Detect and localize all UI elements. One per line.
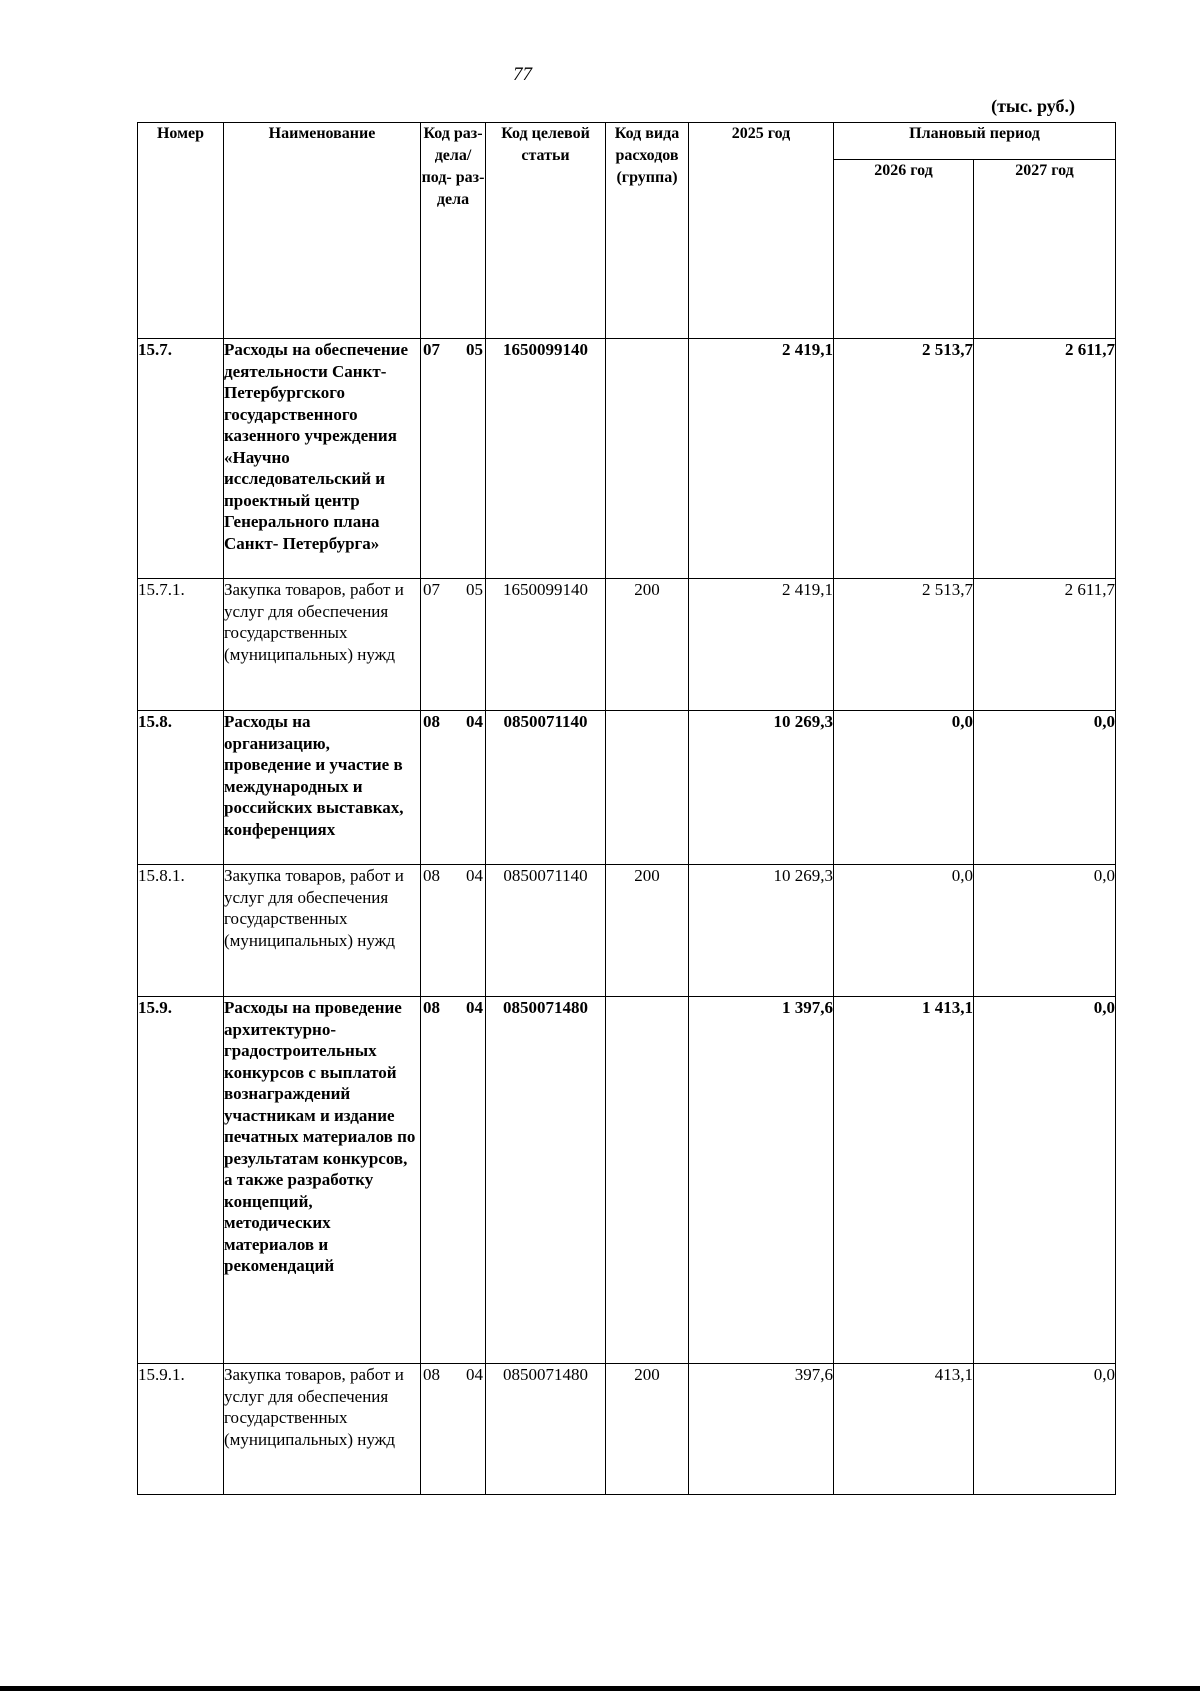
row-number: 15.8.1. xyxy=(138,865,224,997)
row-value-2026: 2 513,7 xyxy=(834,339,974,579)
row-section: 07 xyxy=(423,340,440,359)
row-target-code: 0850071140 xyxy=(486,711,606,865)
row-value-2027: 0,0 xyxy=(974,997,1116,1364)
scan-edge-line xyxy=(0,1686,1200,1691)
row-expense-group xyxy=(606,997,689,1364)
row-value-2026: 1 413,1 xyxy=(834,997,974,1364)
row-target-code: 0850071140 xyxy=(486,865,606,997)
row-subsection: 04 xyxy=(466,866,483,885)
table-row xyxy=(138,865,1116,997)
header-year-2026: 2026 год xyxy=(834,160,974,339)
row-value-2025: 1 397,6 xyxy=(689,997,834,1364)
row-expense-group: 200 xyxy=(606,579,689,711)
row-subsection: 04 xyxy=(466,1365,483,1384)
row-number: 15.7.1. xyxy=(138,579,224,711)
units-label: (тыс. руб.) xyxy=(991,96,1075,116)
row-section-code xyxy=(421,711,486,865)
row-number: 15.9. xyxy=(138,997,224,1364)
row-section: 08 xyxy=(423,866,440,885)
row-value-2025: 2 419,1 xyxy=(689,579,834,711)
row-value-2026: 0,0 xyxy=(834,711,974,865)
row-section: 08 xyxy=(423,712,440,731)
header-expense-type: Код вида расходов (группа) xyxy=(606,123,689,339)
row-section: 08 xyxy=(423,998,440,1017)
page-number: 77 xyxy=(513,64,532,85)
row-value-2027: 2 611,7 xyxy=(974,339,1116,579)
row-section-code xyxy=(421,579,486,711)
row-subsection: 04 xyxy=(466,712,483,731)
row-name: Закупка товаров, работ и услуг для обеспечения государственных (муниципальных) нужд xyxy=(224,1364,421,1495)
header-target-code: Код целевой статьи xyxy=(486,123,606,339)
row-section-code xyxy=(421,865,486,997)
row-value-2027: 2 611,7 xyxy=(974,579,1116,711)
header-name: Наименование xyxy=(224,123,421,339)
row-section-code xyxy=(421,339,486,579)
row-value-2025: 10 269,3 xyxy=(689,865,834,997)
table-row xyxy=(138,997,1116,1364)
row-section-code xyxy=(421,1364,486,1495)
row-value-2027: 0,0 xyxy=(974,711,1116,865)
row-value-2027: 0,0 xyxy=(974,1364,1116,1495)
row-target-code: 1650099140 xyxy=(486,579,606,711)
header-year-2025: 2025 год xyxy=(689,123,834,339)
table-row xyxy=(138,579,1116,711)
header-number: Номер xyxy=(138,123,224,339)
header-row-top xyxy=(138,123,1116,160)
row-value-2027: 0,0 xyxy=(974,865,1116,997)
row-section: 07 xyxy=(423,580,440,599)
header-section-code: Код раз- дела/ под- раз- дела xyxy=(421,123,486,339)
row-subsection: 05 xyxy=(466,340,483,359)
row-target-code: 0850071480 xyxy=(486,997,606,1364)
row-value-2026: 0,0 xyxy=(834,865,974,997)
row-name: Расходы на обеспечение деятельности Санкт-Петербургского государственного казенного учреждения «Научно исследовательский и проектный центр Генерального плана Санкт- Петербурга» xyxy=(224,339,421,579)
row-value-2025: 2 419,1 xyxy=(689,339,834,579)
row-number: 15.9.1. xyxy=(138,1364,224,1495)
row-section: 08 xyxy=(423,1365,440,1384)
row-value-2026: 2 513,7 xyxy=(834,579,974,711)
row-subsection: 04 xyxy=(466,998,483,1017)
row-number: 15.8. xyxy=(138,711,224,865)
row-value-2026: 413,1 xyxy=(834,1364,974,1495)
table-row xyxy=(138,711,1116,865)
row-value-2025: 10 269,3 xyxy=(689,711,834,865)
row-name: Расходы на проведение архитектурно-градостроительных конкурсов с выплатой вознаграждений участникам и издание печатных материалов по результатам конкурсов, а также разработку концепций, методических материалов и рекомендаций xyxy=(224,997,421,1364)
table-row xyxy=(138,1364,1116,1495)
row-expense-group: 200 xyxy=(606,1364,689,1495)
budget-table xyxy=(137,122,1116,1495)
row-name: Закупка товаров, работ и услуг для обеспечения государственных (муниципальных) нужд xyxy=(224,579,421,711)
row-number: 15.7. xyxy=(138,339,224,579)
row-name: Расходы на организацию, проведение и участие в международных и российских выставках, конференциях xyxy=(224,711,421,865)
row-expense-group xyxy=(606,339,689,579)
row-section-code xyxy=(421,997,486,1364)
table-row xyxy=(138,339,1116,579)
row-subsection: 05 xyxy=(466,580,483,599)
row-name: Закупка товаров, работ и услуг для обеспечения государственных (муниципальных) нужд xyxy=(224,865,421,997)
row-expense-group xyxy=(606,711,689,865)
row-value-2025: 397,6 xyxy=(689,1364,834,1495)
row-expense-group: 200 xyxy=(606,865,689,997)
row-target-code: 1650099140 xyxy=(486,339,606,579)
header-year-2027: 2027 год xyxy=(974,160,1116,339)
row-target-code: 0850071480 xyxy=(486,1364,606,1495)
header-planned-period: Плановый период xyxy=(834,123,1116,160)
